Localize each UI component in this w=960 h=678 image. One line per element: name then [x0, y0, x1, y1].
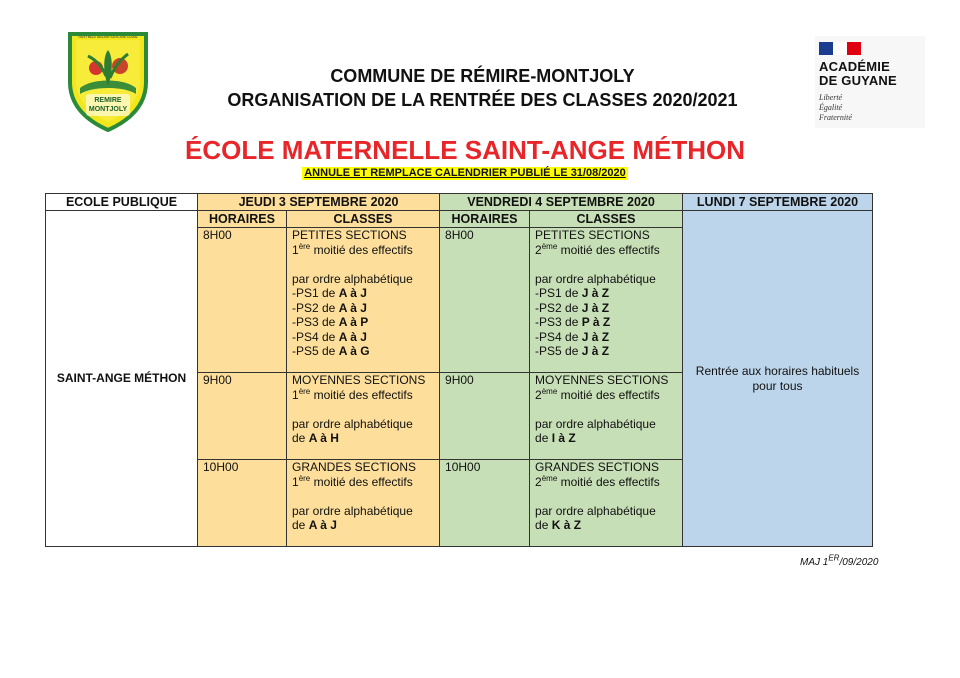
half-label: 2ème moitié des effectifs [535, 473, 660, 489]
page-subtitle: ORGANISATION DE LA RENTRÉE DES CLASSES 2020/2021 [227, 90, 738, 110]
day1-classes-header: CLASSES [287, 211, 440, 228]
day2-horaires-header: HORAIRES [440, 211, 530, 228]
school-name-cell: SAINT-ANGE MÉTHON [46, 211, 198, 547]
order-label: par ordre alphabétique [292, 271, 413, 286]
group-line: -PS1 de A à J [292, 286, 367, 300]
day1-time-3 [198, 460, 287, 547]
section-label: GRANDES SECTIONS [292, 460, 417, 474]
motto-egalite: Égalité [819, 103, 843, 112]
section-label: MOYENNES SECTIONS [292, 373, 426, 387]
order-label: par ordre alphabétique [292, 503, 413, 518]
motto-liberte: Liberté [819, 93, 843, 102]
academie-name-line2: DE GUYANE [819, 73, 897, 88]
logo-name-line2: MONTJOLY [88, 106, 128, 113]
day2-time-2 [440, 373, 530, 460]
motto-fraternite: Fraternité [819, 113, 852, 122]
group-line: -PS3 de A à P [292, 315, 369, 329]
day1-classes-1 [287, 228, 440, 373]
half-label: 1ère moitié des effectifs [292, 386, 413, 402]
group-line: -PS2 de A à J [292, 300, 367, 315]
order-label: par ordre alphabétique [535, 271, 656, 286]
day2-classes-1 [530, 228, 683, 373]
day2-classes-2 [530, 373, 683, 460]
group-line: -PS4 de A à J [292, 329, 367, 344]
group-line: de A à J [292, 518, 337, 532]
section-label: PETITES SECTIONS [292, 228, 407, 242]
day1-time-2 [198, 373, 287, 460]
order-label: par ordre alphabétique [535, 503, 656, 518]
group-line: de A à H [292, 431, 339, 445]
marianne-flag-icon [819, 42, 861, 55]
day1-time-1 [198, 228, 287, 373]
group-line: -PS3 de P à Z [535, 315, 611, 329]
day1-horaires-header: HORAIRES [198, 211, 287, 228]
day2-time-1 [440, 228, 530, 373]
group-line: -PS5 de A à G [292, 344, 370, 358]
order-label: par ordre alphabétique [535, 416, 656, 431]
half-label: 1ère moitié des effectifs [292, 473, 413, 489]
group-line: de K à Z [535, 518, 582, 532]
replacement-notice: ANNULE ET REMPLACE CALENDRIER PUBLIÉ LE 31/08/2020 [304, 167, 626, 179]
day1-classes-2 [287, 373, 440, 460]
academie-name-line1: ACADÉMIE [819, 59, 890, 74]
time-label: 10H00 [203, 460, 239, 474]
logo-motto: N'EST BEAU REGARD SANS AME CLAIRE [78, 35, 138, 39]
corner-header: ECOLE PUBLIQUE [46, 194, 198, 211]
time-label: 9H00 [203, 373, 232, 387]
time-label: 8H00 [203, 228, 232, 242]
group-line: -PS1 de J à Z [535, 286, 610, 300]
day2-time-3 [440, 460, 530, 547]
section-label: MOYENNES SECTIONS [535, 373, 669, 387]
order-label: par ordre alphabétique [292, 416, 413, 431]
group-line: de I à Z [535, 431, 576, 445]
schedule-table [45, 193, 873, 547]
day1-header: JEUDI 3 SEPTEMBRE 2020 [198, 194, 440, 211]
update-date: MAJ 1ER/09/2020 [800, 553, 879, 568]
logo-name-line1: REMIRE [94, 97, 122, 104]
school-title: ÉCOLE MATERNELLE SAINT-ANGE MÉTHON [185, 135, 745, 165]
time-label: 9H00 [445, 373, 474, 387]
lundi-cell: Rentrée aux horaires habituels pour tous [683, 211, 873, 547]
day2-header: VENDREDI 4 SEPTEMBRE 2020 [440, 194, 683, 211]
day2-classes-header: CLASSES [530, 211, 683, 228]
section-label: GRANDES SECTIONS [535, 460, 660, 474]
day1-classes-3 [287, 460, 440, 547]
commune-title: COMMUNE DE RÉMIRE-MONTJOLY [330, 66, 635, 86]
half-label: 1ère moitié des effectifs [292, 241, 413, 257]
section-label: PETITES SECTIONS [535, 228, 650, 242]
group-line: -PS5 de J à Z [535, 344, 610, 358]
day3-header: LUNDI 7 SEPTEMBRE 2020 [683, 194, 873, 211]
half-label: 2ème moitié des effectifs [535, 241, 660, 257]
time-label: 10H00 [445, 460, 481, 474]
group-line: -PS2 de J à Z [535, 300, 610, 315]
day2-classes-3 [530, 460, 683, 547]
half-label: 2ème moitié des effectifs [535, 386, 660, 402]
group-line: -PS4 de J à Z [535, 329, 610, 344]
time-label: 8H00 [445, 228, 474, 242]
